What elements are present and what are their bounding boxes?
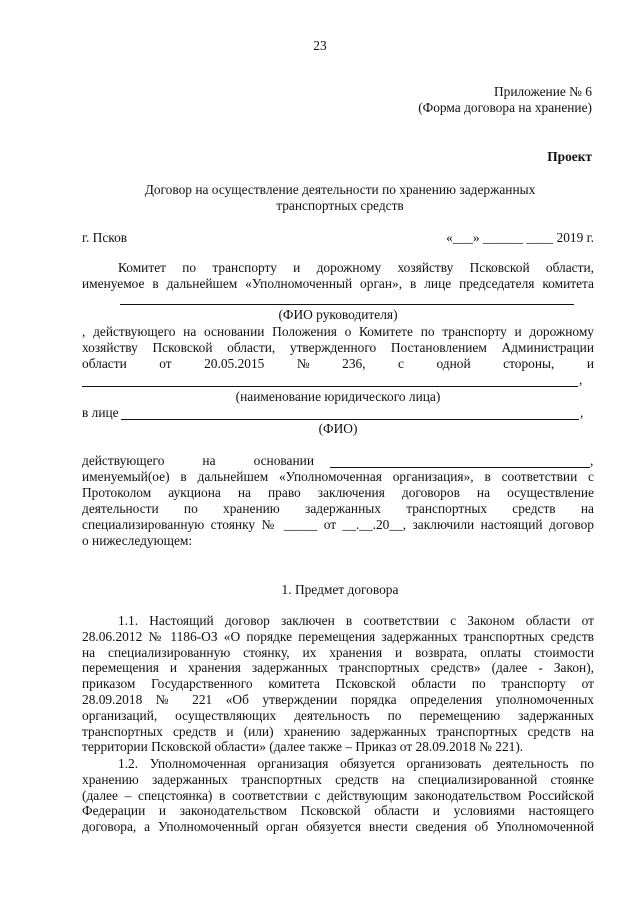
preamble-line1: Комитет по транспорту и дорожному хозяйству Псковской области,: [118, 260, 594, 275]
word: стороны,: [503, 356, 555, 371]
clause-line: 28.06.2012 № 1186-ОЗ «О порядке перемещения задержанных транспортных средств: [82, 628, 594, 644]
clause-line: хранению задержанных транспортных средств на специализированной стоянке: [82, 771, 594, 787]
clause-line: перемещения и хранения задержанных транспортных средств» (далее - Закон),: [82, 660, 594, 676]
clause-line: приказом Государственного комитета Псковской области по транспорту от: [82, 676, 594, 692]
body-line6: о нижеследующем:: [82, 533, 193, 548]
contract-title-line2: транспортных средств: [276, 198, 404, 213]
clause-line: 28.09.2018 № 221 «Об утверждении порядка определения уполномоченных: [82, 691, 594, 707]
preamble-line4: хозяйству Псковской области, утвержденного Постановлением Администрации: [82, 340, 594, 355]
word: действующего: [82, 453, 165, 468]
clause-line: 1.1. Настоящий договор заключен в соответствии с Законом области от: [118, 613, 594, 628]
contract-title-line1: Договор на осуществление деятельности по хранению задержанных: [144, 182, 536, 197]
appendix-number: Приложение № 6: [493, 84, 592, 99]
representative-fio-comma: ,: [580, 405, 584, 420]
representative-fio-caption: (ФИО): [318, 421, 358, 436]
clause-line: на специализированную стоянку, их хранения и возврата, оплаты стоимости: [82, 644, 594, 660]
preamble-line2: именуемое в дальнейшем «Уполномоченный орган», в лице председателя комитета: [82, 276, 594, 291]
clause-line: 1.2. Уполномоченная организация обязуется организовать деятельность по: [118, 756, 594, 771]
word: основании: [253, 453, 314, 468]
place-of-signing: г. Псков: [82, 230, 128, 245]
org-name-caption: (наименование юридического лица): [235, 389, 441, 404]
page-number: 23: [313, 38, 327, 53]
head-fio-blank: [120, 304, 574, 305]
clause-line: договора, а Уполномоченный орган обязуется внести сведения об Уполномоченной: [82, 819, 594, 835]
word: и: [586, 356, 594, 371]
clause-1-1: [82, 613, 594, 755]
appendix-form-type: (Форма договора на хранение): [418, 100, 592, 115]
draft-label: Проект: [547, 149, 592, 164]
body-line2: именуемый(ое) в дальнейшем «Уполномоченная организация», в соответствии с: [82, 469, 594, 484]
word: на: [202, 453, 216, 468]
word: 236,: [342, 356, 366, 371]
body-line4: деятельности по хранению задержанных транспортных средств на: [82, 501, 594, 516]
body-line3: Протоколом аукциона на право заключения договоров на осуществление: [82, 485, 594, 500]
head-fio-caption: (ФИО руководителя): [278, 307, 398, 322]
basis-blank-comma: ,: [590, 453, 594, 468]
word: с: [398, 356, 404, 371]
org-name-blank-comma: ,: [579, 372, 583, 387]
representative-fio-blank: [121, 419, 579, 420]
preamble-line3: , действующего на основании Положения о Комитете по транспорту и дорожному: [82, 324, 594, 339]
basis-blank: [330, 467, 590, 468]
clause-1-2: [82, 756, 594, 835]
clause-line: Федерации и законодательством Псковской области и условиями настоящего: [82, 803, 594, 819]
contract-date: «___» ______ ____ 2019 г.: [446, 230, 594, 245]
word: области: [82, 356, 127, 371]
word: от: [159, 356, 172, 371]
in-person-label: в лице: [82, 405, 119, 420]
body-line5: специализированную стоянку № _____ от __.__.20__, заключили настоящий договор: [82, 517, 594, 532]
clause-line: организаций, осуществляющих деятельность по перемещению задержанных: [82, 707, 594, 723]
section1-heading: 1. Предмет договора: [281, 582, 399, 597]
preamble-line5: [82, 356, 594, 372]
word: одной: [436, 356, 471, 371]
clause-line: территории Псковской области» (далее также – Приказ от 28.09.2018 № 221).: [82, 739, 524, 755]
clause-line: (далее – спецстоянка) в соответствии с действующим законодательством Российской: [82, 787, 594, 803]
word: №: [296, 356, 310, 371]
clause-line: транспортных средств и (или) хранению задержанных транспортных средств на: [82, 723, 594, 739]
body-line1: [82, 453, 314, 469]
word: 20.05.2015: [204, 356, 265, 371]
org-name-blank: [82, 386, 578, 387]
